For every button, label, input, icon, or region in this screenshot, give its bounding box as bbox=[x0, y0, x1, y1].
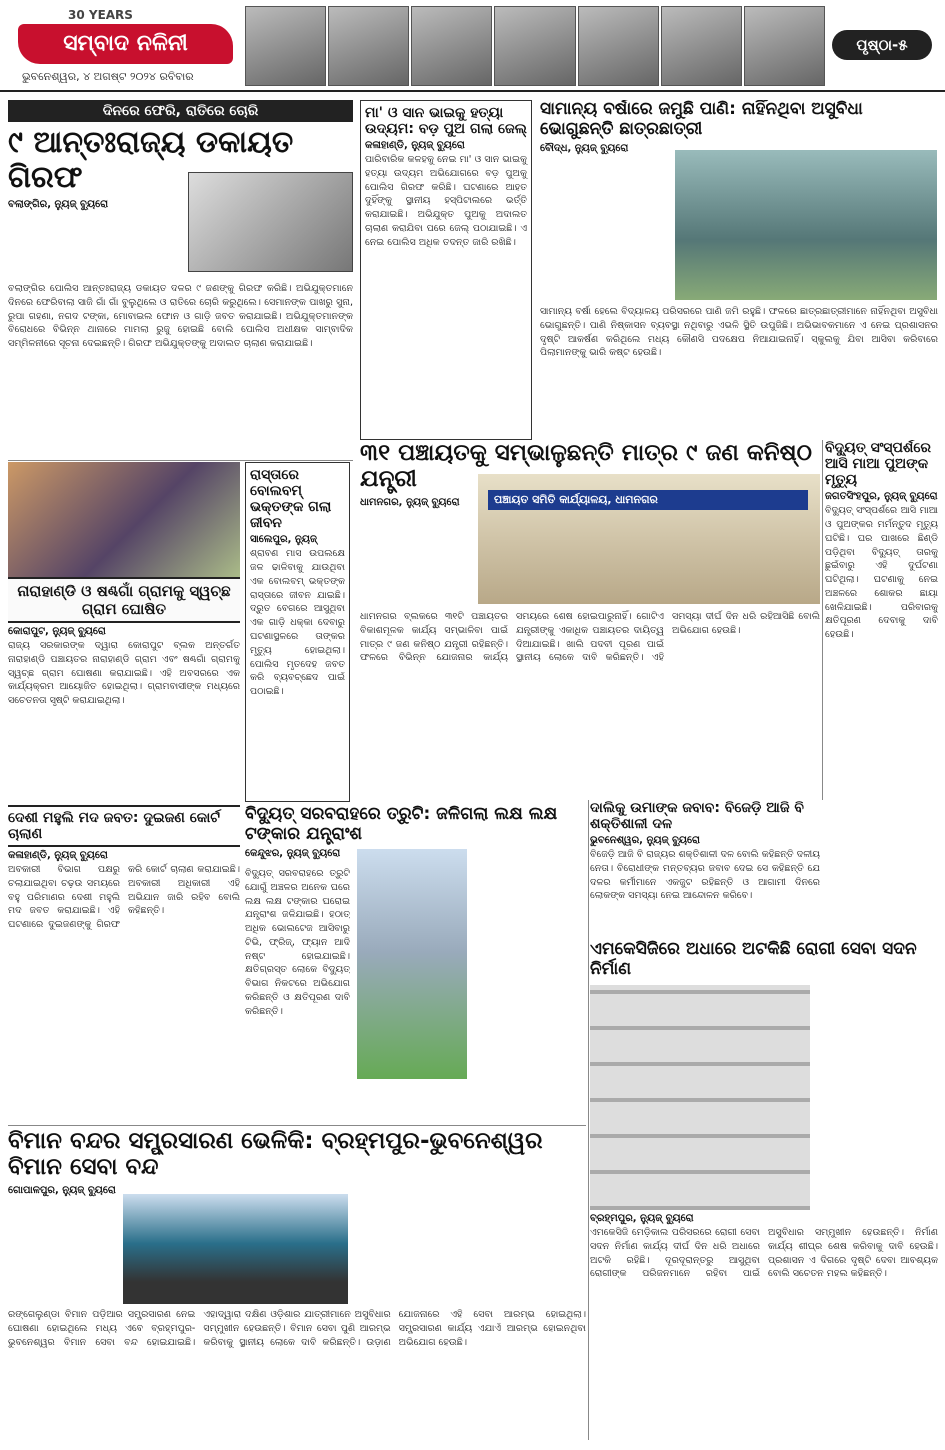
office-sign: ପଞ୍ଚାୟତ ସମିତି କାର୍ଯ୍ୟାଳୟ, ଧାମନଗର bbox=[488, 490, 808, 510]
story-byline: ବଲାଙ୍ଗିର, ନ୍ୟୁଜ୍ ବ୍ୟୁରୋ bbox=[8, 199, 109, 210]
story-body: ରଙ୍ଗେଲୁଣ୍ଡା ବିମାନ ପଡ଼ିଆର ସମ୍ପ୍ରସାରଣ ନେଇ ଘୋଷଣା ହୋଇଥିଲେ ମଧ୍ୟ ଏବେ ବ୍ରହ୍ମପୁର-ଭୁବନେଶ୍ୱର ବିମାନ ସେବା ବନ୍ଦ ହୋଇଯାଇଛି। ଏହାଦ୍ୱାରା ଦକ୍ଷିଣ ଓଡ଼ିଶାର ଯାତ୍ରୀମାନେ ଅସୁବିଧାର ସମ୍ମୁଖୀନ ହେଉଛନ୍ତି। ବିମାନ ସେବା ପୁଣି ଆରମ୍ଭ କରିବାକୁ ସ୍ଥାନୀୟ ଲୋକେ ଦାବି କରିଛନ୍ତି। ଉଡ଼ାଣ ଯୋଜନାରେ ଏହି ସେବା ଆରମ୍ଭ ହୋଇଥିଲା। ସମ୍ପ୍ରସାରଣ କାର୍ଯ୍ୟ ଏଯାଏଁ ଆରମ୍ଭ ହୋଇନଥିବା ଅଭିଯୋଗ ହେଉଛି। bbox=[8, 1309, 586, 1348]
banner-photo bbox=[245, 6, 326, 86]
banner-photo bbox=[661, 6, 742, 86]
story-byline: ବ୍ରହ୍ମପୁର, ନ୍ୟୁଜ୍ ବ୍ୟୁରୋ bbox=[590, 1213, 694, 1225]
story-body: ବିଦ୍ୟୁତ୍ ସଂସ୍ପର୍ଶରେ ଆସି ମାଆ ଓ ପୁଅଙ୍କର ମର୍ମନ୍ତୁଦ ମୃତ୍ୟୁ ଘଟିଛି। ଘର ପାଖରେ ଛିଣ୍ଡି ପଡ଼ିଥିବା ବିଦ୍ୟୁତ୍ ତାରକୁ ଛୁଇଁବାରୁ ଏହି ଦୁର୍ଘଟଣା ଘଟିଥିଲା। ଘଟଣାକୁ ନେଇ ଅଞ୍ଚଳରେ ଶୋକର ଛାୟା ଖେଳିଯାଇଛି। ପରିବାରକୁ କ୍ଷତିପୂରଣ ଦେବାକୁ ଦାବି ହେଉଛି। bbox=[825, 505, 938, 641]
story-photo bbox=[675, 150, 937, 300]
masthead bbox=[0, 0, 945, 92]
banner-photo-strip bbox=[245, 6, 825, 86]
page-number-badge: ପୃଷ୍ଠା-୫ bbox=[832, 30, 932, 60]
divider bbox=[8, 460, 353, 461]
divider bbox=[8, 1125, 586, 1126]
story-kicker: ଦିନରେ ଫେରି, ରାତିରେ ଚୋରି bbox=[8, 100, 353, 122]
story-byline: ଭୁବନେଶ୍ୱର, ନ୍ୟୁଜ୍ ବ୍ୟୁରୋ bbox=[590, 835, 701, 847]
story-byline: କୋରାପୁଟ, ନ୍ୟୁଜ୍ ବ୍ୟୁରୋ bbox=[8, 626, 106, 637]
story-power-fault bbox=[245, 805, 585, 1125]
story-photo bbox=[123, 1194, 348, 1304]
banner-photo bbox=[328, 6, 409, 86]
story-photo bbox=[478, 474, 820, 604]
story-headline: ରାସ୍ତାରେ ବୋଲବମ୍ ଭକ୍ତଙ୍କ ଗଲା ଜୀବନ bbox=[250, 467, 332, 532]
divider bbox=[588, 800, 589, 1440]
banner-photo bbox=[494, 6, 575, 86]
story-byline: ବୌଦ୍ଧ, ନ୍ୟୁଜ୍ ବ୍ୟୁରୋ bbox=[540, 143, 629, 155]
story-body: ରାଜ୍ୟ ସରକାରଙ୍କ ଦ୍ୱାରା କୋରାପୁଟ ବ୍ଲକ ଅନ୍ତର୍ଗତ ନାରାହାଣ୍ଡି ପଞ୍ଚାୟତର ନାରାହାଣ୍ଡି ଗ୍ରାମ ଏବଂ ଷଣ୍ଢଗାଁ ଗ୍ରାମକୁ ସ୍ୱଚ୍ଛ ଗ୍ରାମ ଘୋଷଣା କରାଯାଇଛି। ଏହି ଅବସରରେ ଏକ କାର୍ଯ୍ୟକ୍ରମ ଆୟୋଜିତ ହୋଇଥିଲା। ଗ୍ରାମବାସୀଙ୍କ ମଧ୍ୟରେ ସଚେତନତା ସୃଷ୍ଟି କରାଯାଇଥିଲା। bbox=[8, 640, 240, 707]
story-headline: ମା' ଓ ସାନ ଭାଇକୁ ହତ୍ୟା ଉଦ୍ୟମ: ବଡ଼ ପୁଅ ଗଲା ଜେଲ୍ bbox=[365, 105, 527, 138]
story-body: ସାମାନ୍ୟ ବର୍ଷା ହେଲେ ବିଦ୍ୟାଳୟ ପରିସରରେ ପାଣି ଜମି ରହୁଛି। ଫଳରେ ଛାତ୍ରଛାତ୍ରୀମାନେ ନାହିଁନଥିବା ଅସୁବିଧା ଭୋଗୁଛନ୍ତି। ପାଣି ନିଷ୍କାସନ ବ୍ୟବସ୍ଥା ନଥିବାରୁ ଏଭଳି ସ୍ଥିତି ଉପୁଜିଛି। ଅଭିଭାବକମାନେ ଏ ନେଇ ପ୍ରଶାସନର ଦୃଷ୍ଟି ଆକର୍ଷଣ କରିଥିଲେ ମଧ୍ୟ କୌଣସି ପଦକ୍ଷେପ ନିଆଯାଇନାହିଁ। ସ୍କୁଲକୁ ଯିବା ଆସିବା କରିବାରେ ପିଲାମାନଙ୍କୁ ଭାରି କଷ୍ଟ ହେଉଛି। bbox=[540, 306, 938, 359]
story-headline: ଦେଶୀ ମହୁଲି ମଦ ଜବତ: ଦୁଇଜଣ କୋର୍ଟ ଚାଲାଣ bbox=[8, 805, 240, 847]
story-caption: ନାରାହାଣ୍ଡି ଓ ଷଣ୍ଢଗାଁ ଗ୍ରାମକୁ ସ୍ୱଚ୍ଛ ଗ୍ରାମ ଘୋଷିତ bbox=[8, 577, 240, 623]
story-headline: ବିମାନ ବନ୍ଦର ସମ୍ପ୍ରସାରଣ ଭେଳିକି: ବ୍ରହ୍ମପୁର-ଭୁବନେଶ୍ୱର ବିମାନ ସେବା ବନ୍ଦ bbox=[8, 1128, 543, 1181]
story-headline: ବିଦ୍ୟୁତ୍ ସରବରାହରେ ତ୍ରୁଟି: ଜଳିଗଲା ଲକ୍ଷ ଲକ୍ଷ ଟଙ୍କାର ଯନ୍ତ୍ରାଂଶ bbox=[245, 805, 558, 844]
story-byline: ସାଲେପୁର, ନ୍ୟୁଜ୍ bbox=[250, 534, 317, 546]
newspaper-logo bbox=[8, 6, 238, 86]
story-junior-engineers bbox=[360, 440, 820, 795]
story-photo bbox=[590, 985, 810, 1210]
story-bjd bbox=[590, 800, 820, 935]
story-byline: କଳାହାଣ୍ଡି, ନ୍ୟୁଜ୍ ବ୍ୟୁରୋ bbox=[8, 850, 108, 862]
story-headline: ଦାଲିକୁ ଉମାଙ୍କ ଜବାବ: ବିଜେଡ଼ି ଆଜି ବି ଶକ୍ତିଶାଳୀ ଦଳ bbox=[590, 800, 804, 833]
story-airport bbox=[8, 1128, 586, 1445]
story-waterlogging bbox=[540, 100, 938, 435]
story-body: ଧାମନଗର ବ୍ଲକରେ ୩୧ଟି ପଞ୍ଚାୟତର ବିକାଶମୂଳକ କାର୍ଯ୍ୟ ସମ୍ଭାଳିବା ପାଇଁ ମାତ୍ର ୯ ଜଣ କନିଷ୍ଠ ଯନ୍ତ୍ରୀ ରହିଛନ୍ତି। ଫଳରେ ବିଭିନ୍ନ ଯୋଜନାର କାର୍ଯ୍ୟ ସମୟରେ ଶେଷ ହୋଇପାରୁନାହିଁ। ଗୋଟିଏ ଯନ୍ତ୍ରୀଙ୍କୁ ଏକାଧିକ ପଞ୍ଚାୟତର ଦାୟିତ୍ୱ ଦିଆଯାଇଛି। ଖାଲି ପଦବୀ ପୂରଣ ପାଇଁ ସ୍ଥାନୀୟ ଲୋକେ ଦାବି କରିଛନ୍ତି। ଏହି ସମସ୍ୟା ଦୀର୍ଘ ଦିନ ଧରି ରହିଆସିଛି ବୋଲି ଅଭିଯୋଗ ହେଉଛି। bbox=[360, 611, 820, 664]
story-bolbom bbox=[245, 462, 350, 802]
story-hospital-building bbox=[590, 940, 938, 1445]
banner-photo bbox=[744, 6, 825, 86]
story-body: ଶ୍ରାବଣ ମାସ ଉପଲକ୍ଷେ ଜଳ ଢାଳିବାକୁ ଯାଉଥିବା ଏକ ବୋଲବମ୍ ଭକ୍ତଙ୍କ ରାସ୍ତାରେ ଜୀବନ ଯାଇଛି। ଦ୍ରୁତ ବେଗରେ ଆସୁଥିବା ଏକ ଗାଡ଼ି ଧକ୍କା ଦେବାରୁ ଘଟଣାସ୍ଥଳରେ ତାଙ୍କର ମୃତ୍ୟୁ ହୋଇଥିଲା। ପୋଲିସ ମୃତଦେହ ଜବତ କରି ବ୍ୟବଚ୍ଛେଦ ପାଇଁ ପଠାଇଛି। bbox=[250, 548, 345, 698]
story-headline: ସାମାନ୍ୟ ବର୍ଷାରେ ଜମୁଛି ପାଣି: ନାହିଁନଥିବା ଅସୁବିଧା ଭୋଗୁଛନ୍ତି ଛାତ୍ରଛାତ୍ରୀ bbox=[540, 100, 863, 139]
story-body: ଏମକେସିଜି ମେଡ଼ିକାଲ ପରିସରରେ ରୋଗୀ ସେବା ସଦନ ନିର୍ମାଣ କାର୍ଯ୍ୟ ଦୀର୍ଘ ଦିନ ଧରି ଅଧାରେ ଅଟକି ରହିଛି। ଦୂରଦୂରାନ୍ତରୁ ଆସୁଥିବା ରୋଗୀଙ୍କ ପରିଜନମାନେ ରହିବା ପାଇଁ ଅସୁବିଧାର ସମ୍ମୁଖୀନ ହେଉଛନ୍ତି। ନିର୍ମାଣ କାର୍ଯ୍ୟ ଶୀଘ୍ର ଶେଷ କରିବାକୁ ଦାବି ହେଉଛି। ପ୍ରଶାସନ ଏ ଦିଗରେ ଦୃଷ୍ଟି ଦେବା ଆବଶ୍ୟକ ବୋଲି ସଚେତନ ମହଲ କହିଛନ୍ତି। bbox=[590, 1227, 938, 1280]
story-body: ବଲାଙ୍ଗିର ପୋଲିସ ଆନ୍ତଃରାଜ୍ୟ ଡକାୟତ ଦଳର ୯ ଜଣଙ୍କୁ ଗିରଫ କରିଛି। ଅଭିଯୁକ୍ତମାନେ ଦିନରେ ଫେରିବାଲା ସାଜି ଗାଁ ଗାଁ ବୁଲୁଥିଲେ ଓ ରାତିରେ ଚୋରି କରୁଥିଲେ। ସେମାନଙ୍କ ପାଖରୁ ସୁନା, ରୁପା ଗହଣା, ନଗଦ ଟଙ୍କା, ମୋବାଇଲ ଫୋନ ଓ ଗାଡ଼ି ଜବତ କରାଯାଇଛି। ଅଭିଯୁକ୍ତମାନଙ୍କ ବିରୋଧରେ ବିଭିନ୍ନ ଥାନାରେ ମାମଲା ରୁଜୁ ହୋଇଛି ବୋଲି ପୋଲିସ ଅଧୀକ୍ଷକ ସାମ୍ବାଦିକ ସମ୍ମିଳନୀରେ ସୂଚନା ଦେଇଛନ୍ତି। ଗିରଫ ଅଭିଯୁକ୍ତଙ୍କୁ ଅଦାଲତ ଚାଲାଣ କରାଯାଇଛି। bbox=[8, 283, 353, 350]
story-byline: ଗୋପାଳପୁର, ନ୍ୟୁଜ୍ ବ୍ୟୁରୋ bbox=[8, 1184, 116, 1196]
dateline: ଭୁବନେଶ୍ୱର, ୪ ଅଗଷ୍ଟ ୨୦୨୪ ରବିବାର bbox=[22, 70, 194, 83]
story-byline: କଳାହାଣ୍ଡି, ନ୍ୟୁଜ୍ ବ୍ୟୁରୋ bbox=[365, 140, 465, 152]
story-headline: ଏମକେସିଜିରେ ଅଧାରେ ଅଟକିଛି ରୋଗୀ ସେବା ସଦନ ନିର୍ମାଣ bbox=[590, 940, 917, 979]
story-byline: କେନ୍ଦୁଝର, ନ୍ୟୁଜ୍ ବ୍ୟୁରୋ bbox=[245, 848, 341, 860]
story-liquor bbox=[8, 805, 240, 1125]
brand-title: ସମ୍ବାଦ ନଳିନୀ bbox=[18, 24, 233, 64]
story-body: ଅବକାରୀ ବିଭାଗ ପକ୍ଷରୁ ଚଲାଯାଇଥିବା ଚଢ଼ଉ ସମୟରେ ବହୁ ପରିମାଣର ଦେଶୀ ମହୁଲି ମଦ ଜବତ କରାଯାଇଛି। ଏହି ଘଟଣାରେ ଦୁଇଜଣଙ୍କୁ ଗିରଫ କରି କୋର୍ଟ ଚାଲାଣ କରାଯାଇଛି। ଅବକାରୀ ଅଧିକାରୀ ଏହି ଅଭିଯାନ ଜାରି ରହିବ ବୋଲି କହିଛନ୍ତି। bbox=[8, 864, 240, 931]
story-byline: ଧାମନଗର, ନ୍ୟୁଜ୍ ବ୍ୟୁରୋ bbox=[360, 496, 460, 508]
years-badge: 30 YEARS bbox=[68, 8, 133, 22]
story-body: ବିଜେଡ଼ି ଆଜି ବି ରାଜ୍ୟର ଶକ୍ତିଶାଳୀ ଦଳ ବୋଲି କହିଛନ୍ତି ଦଳୀୟ ନେତା। ବିରୋଧୀଙ୍କ ମନ୍ତବ୍ୟର ଜବାବ ଦେଇ ସେ କହିଛନ୍ତି ଯେ ଦଳର କର୍ମୀମାନେ ଏକଜୁଟ ରହିଛନ୍ତି ଓ ଆଗାମୀ ଦିନରେ ଲୋକଙ୍କ ସମସ୍ୟା ନେଇ ଆନ୍ଦୋଳନ କରିବେ। bbox=[590, 849, 820, 902]
story-clean-village bbox=[8, 462, 240, 802]
story-dacoits bbox=[8, 100, 353, 460]
story-headline: ବିଦ୍ୟୁତ୍ ସଂସ୍ପର୍ଶରେ ଆସି ମାଆ ପୁଅଙ୍କ ମୃତ୍ୟୁ bbox=[825, 440, 931, 489]
story-body: ପାରିବାରିକ କଳହକୁ ନେଇ ମା' ଓ ସାନ ଭାଇକୁ ହତ୍ୟା ଉଦ୍ୟମ ଅଭିଯୋଗରେ ବଡ଼ ପୁଅକୁ ପୋଲିସ ଗିରଫ କରିଛି। ଘଟଣାରେ ଆହତ ଦୁହିଁଙ୍କୁ ସ୍ଥାନୀୟ ହସ୍ପିଟାଲରେ ଭର୍ତ୍ତି କରାଯାଇଛି। ଅଭିଯୁକ୍ତ ପୁଅକୁ ଅଦାଲତ ଚାଲାଣ କରାଯିବା ପରେ ଜେଲ୍ ପଠାଯାଇଛି। ଏ ନେଇ ପୋଲିସ ଅଧିକ ତଦନ୍ତ ଜାରି ରଖିଛି। bbox=[365, 154, 527, 248]
banner-photo bbox=[578, 6, 659, 86]
story-body: ବିଦ୍ୟୁତ୍ ସରବରାହରେ ତ୍ରୁଟି ଯୋଗୁଁ ଅଞ୍ଚଳର ଅନେକ ଘରେ ଲକ୍ଷ ଲକ୍ଷ ଟଙ୍କାର ଘରୋଇ ଯନ୍ତ୍ରାଂଶ ଜଳିଯାଇଛି। ହଠାତ୍ ଅଧିକ ଭୋଲଟେଜ ଆସିବାରୁ ଟିଭି, ଫ୍ରିଜ୍, ଫ୍ୟାନ ଆଦି ନଷ୍ଟ ହୋଇଯାଇଛି। କ୍ଷତିଗ୍ରସ୍ତ ଲୋକେ ବିଦ୍ୟୁତ୍ ବିଭାଗ ନିକଟରେ ଅଭିଯୋଗ କରିଛନ୍ତି ଓ କ୍ଷତିପୂରଣ ଦାବି କରିଛନ୍ତି। bbox=[245, 868, 350, 1017]
story-headline: ୯ ଆନ୍ତଃରାଜ୍ୟ ଡକାୟତ ଗିରଫ bbox=[8, 125, 294, 195]
story-electrocution bbox=[825, 440, 938, 960]
story-photo bbox=[8, 462, 240, 577]
divider bbox=[822, 440, 823, 800]
story-headline: ୩୧ ପଞ୍ଚାୟତକୁ ସମ୍ଭାଳୁଛନ୍ତି ମାତ୍ର ୯ ଜଣ କନିଷ୍ଠ ଯନ୍ତ୍ରୀ bbox=[360, 440, 812, 493]
story-photo bbox=[357, 849, 467, 1079]
banner-photo bbox=[411, 6, 492, 86]
story-photo bbox=[188, 172, 353, 272]
story-byline: ଜଗତସିଂହପୁର, ନ୍ୟୁଜ୍ ବ୍ୟୁରୋ bbox=[825, 491, 938, 503]
story-attack bbox=[360, 100, 532, 440]
